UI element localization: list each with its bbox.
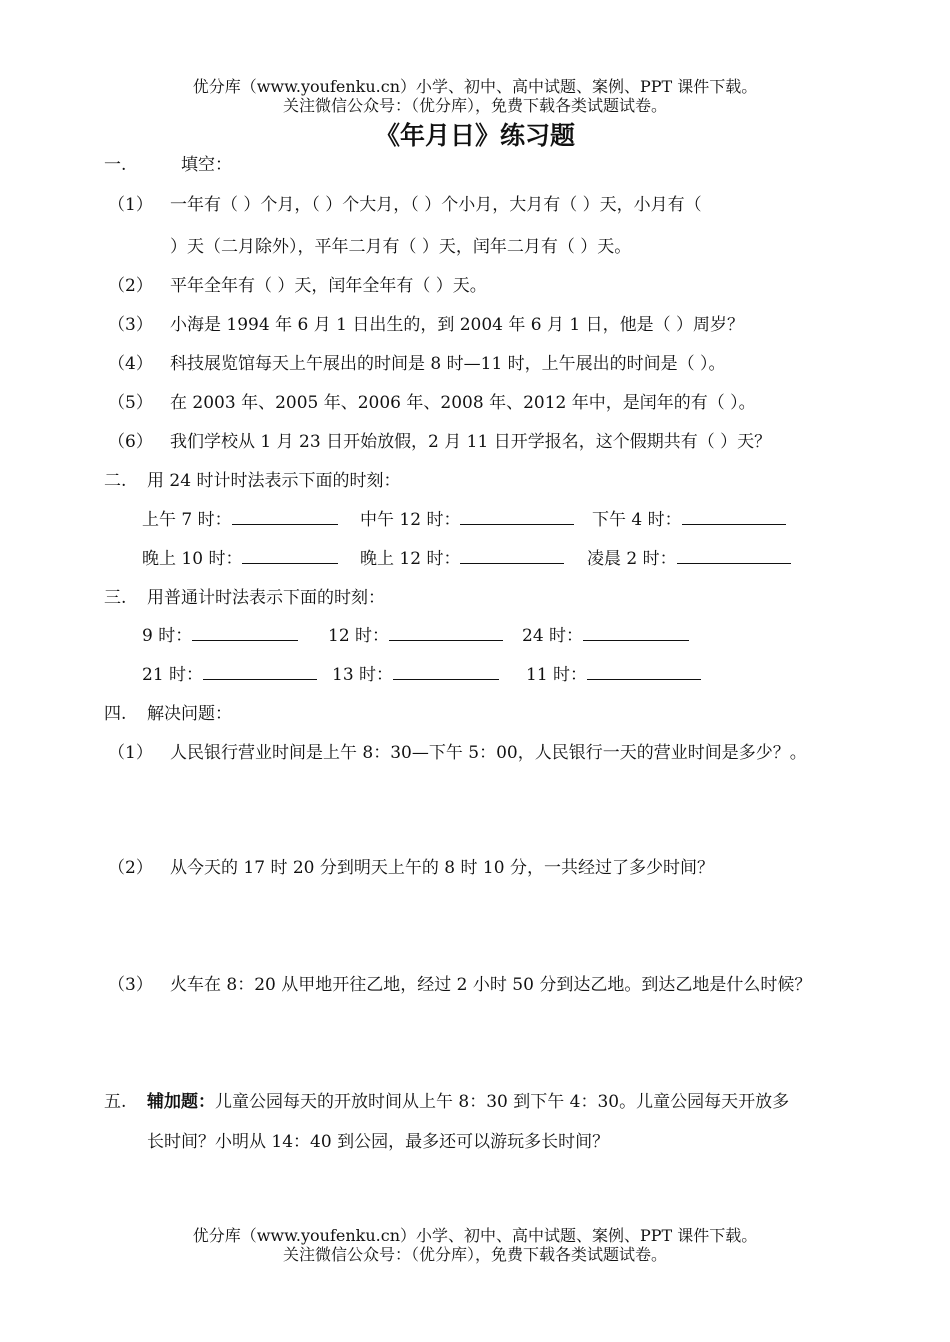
section4-heading: 解决问题： xyxy=(147,704,232,724)
s3-row2-label2: 13 时： xyxy=(332,665,394,685)
s3-row1-label3: 24 时： xyxy=(522,626,584,646)
q1-2-text: 平年全年有（ ）天，闰年全年有（ ）天。 xyxy=(170,276,487,296)
q1-1-text: 一年有（ ）个月，（ ）个大月，（ ）个小月，大月有（ ）天，小月有（ xyxy=(170,195,702,215)
section2-number: 二. xyxy=(104,471,127,491)
answer-blank[interactable] xyxy=(393,663,499,680)
s2-row1-label2: 中午 12 时： xyxy=(360,510,461,530)
answer-blank[interactable] xyxy=(232,508,338,525)
s2-row1-label1: 上午 7 时： xyxy=(142,510,232,530)
s2-row1-item2 xyxy=(360,505,574,530)
q4-3-number: （3） xyxy=(108,975,153,995)
section1-number: 一. xyxy=(104,155,127,175)
section1-heading: 填空： xyxy=(181,155,232,175)
answer-blank[interactable] xyxy=(583,624,689,641)
s2-row2-label3: 凌晨 2 时： xyxy=(587,549,677,569)
answer-blank[interactable] xyxy=(389,624,503,641)
q1-3-number: （3） xyxy=(108,315,153,335)
s3-row2-item2 xyxy=(332,660,499,685)
answer-blank[interactable] xyxy=(677,547,791,564)
q1-5-text: 在 2003 年、2005 年、2006 年、2008 年、2012 年中，是闰年的有（ ）。 xyxy=(170,393,756,413)
answer-blank[interactable] xyxy=(242,547,338,564)
s2-row2-label1: 晚上 10 时： xyxy=(142,549,243,569)
section5-text xyxy=(147,1087,789,1112)
s2-row1-item3 xyxy=(592,505,786,530)
s3-row1-item3 xyxy=(522,621,689,646)
q1-4-number: （4） xyxy=(108,354,153,374)
q1-4-text: 科技展览馆每天上午展出的时间是 8 时—11 时，上午展出的时间是（ ）。 xyxy=(170,354,726,374)
header-line-1: 优分库（www.youfenku.cn）小学、初中、高中试题、案例、PPT 课件下载。 xyxy=(192,77,758,96)
s2-row2-item3 xyxy=(587,544,791,569)
answer-blank[interactable] xyxy=(460,547,564,564)
q4-1-number: （1） xyxy=(108,743,153,763)
s3-row2-item3 xyxy=(526,660,701,685)
q1-1-number: （1） xyxy=(108,195,153,215)
s3-row2-label1: 21 时： xyxy=(142,665,204,685)
s3-row1-label1: 9 时： xyxy=(142,626,193,646)
s3-row1-item2 xyxy=(328,621,503,646)
q1-6-number: （6） xyxy=(108,432,153,452)
q4-3-text: 火车在 8：20 从甲地开往乙地，经过 2 小时 50 分到达乙地。到达乙地是什么时候？ xyxy=(170,975,812,995)
answer-blank[interactable] xyxy=(682,508,786,525)
section3-number: 三. xyxy=(104,588,127,608)
q1-1-text-continued: ）天（二月除外），平年二月有（ ）天，闰年二月有（ ）天。 xyxy=(170,237,632,257)
section5-number: 五. xyxy=(104,1092,127,1112)
s2-row2-label2: 晚上 12 时： xyxy=(360,549,461,569)
footer-line-1: 优分库（www.youfenku.cn）小学、初中、高中试题、案例、PPT 课件下载。 xyxy=(192,1226,758,1245)
q1-5-number: （5） xyxy=(108,393,153,413)
s3-row2-label3: 11 时： xyxy=(526,665,588,685)
s2-row2-item1 xyxy=(142,544,338,569)
section3-heading: 用普通计时法表示下面的时刻： xyxy=(147,588,385,608)
section4-number: 四. xyxy=(104,704,127,724)
s3-row1-label2: 12 时： xyxy=(328,626,390,646)
q4-2-number: （2） xyxy=(108,858,153,878)
header-line-2: 关注微信公众号：（优分库），免费下载各类试题试卷。 xyxy=(282,96,667,115)
q4-2-text: 从今天的 17 时 20 分到明天上午的 8 时 10 分，一共经过了多少时间？ xyxy=(170,858,714,878)
answer-blank[interactable] xyxy=(587,663,701,680)
s2-row2-item2 xyxy=(360,544,564,569)
s2-row1-item1 xyxy=(142,505,338,530)
s2-row1-label3: 下午 4 时： xyxy=(592,510,682,530)
section5-question: 儿童公园每天的开放时间从上午 8：30 到下午 4：30。儿童公园每天开放多 xyxy=(215,1092,790,1112)
s3-row2-item1 xyxy=(142,660,317,685)
q1-6-text: 我们学校从 1 月 23 日开始放假，2 月 11 日开学报名，这个假期共有（ ）天？ xyxy=(170,432,772,452)
page-title: 《年月日》练习题 xyxy=(374,121,575,150)
q1-3-text: 小海是 1994 年 6 月 1 日出生的，到 2004 年 6 月 1 日，他是（ ）周岁？ xyxy=(170,315,745,335)
answer-blank[interactable] xyxy=(203,663,317,680)
answer-blank[interactable] xyxy=(192,624,298,641)
answer-blank[interactable] xyxy=(460,508,574,525)
q4-1-text: 人民银行营业时间是上午 8：30—下午 5：00，人民银行一天的营业时间是多少？。 xyxy=(170,743,807,763)
s3-row1-item1 xyxy=(142,621,298,646)
q1-2-number: （2） xyxy=(108,276,153,296)
footer-line-2: 关注微信公众号：（优分库），免费下载各类试题试卷。 xyxy=(282,1245,667,1264)
section5-bold-label: 辅加题： xyxy=(147,1092,215,1112)
section2-heading: 用 24 时计时法表示下面的时刻： xyxy=(147,471,401,491)
section5-text-continued: 长时间？小明从 14：40 到公园，最多还可以游玩多长时间？ xyxy=(147,1132,610,1152)
